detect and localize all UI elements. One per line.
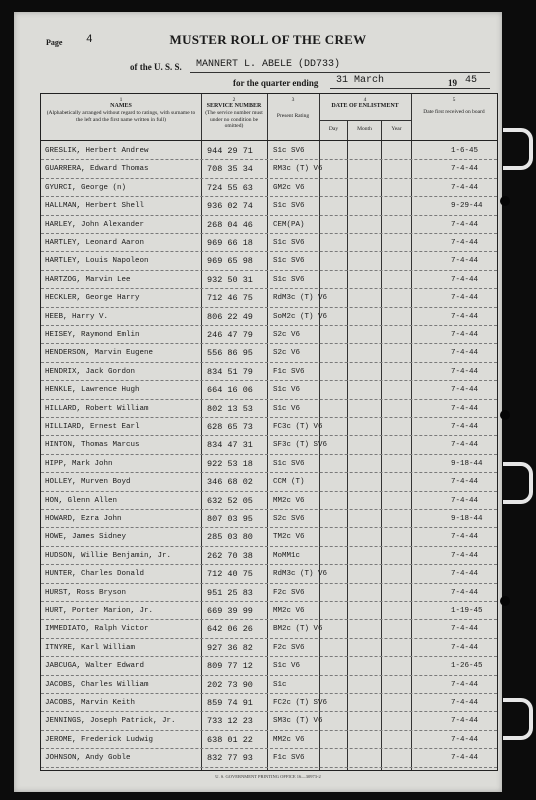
- service-number: 802 13 53: [207, 403, 253, 414]
- date-received: 7-4-44: [451, 257, 479, 266]
- service-number: 346 68 02: [207, 477, 253, 488]
- crew-name: JACOBS, Marvin Keith: [45, 699, 136, 707]
- crew-name: HENDRIX, Jack Gordon: [45, 367, 136, 376]
- table-row: [41, 638, 497, 657]
- crew-name: JENNINGS, Joseph Patrick, Jr.: [45, 717, 176, 726]
- crew-name: HARTZOG, Marvin Lee: [45, 275, 131, 284]
- service-number: 733 12 23: [207, 716, 253, 727]
- present-rating: TM2c V6: [273, 533, 305, 542]
- table-row: [41, 233, 497, 252]
- crew-name: HOWE, James Sidney: [45, 533, 127, 542]
- table-row: [41, 380, 497, 399]
- present-rating: S1c V6: [273, 662, 301, 671]
- service-number: 832 77 93: [207, 753, 253, 764]
- date-received: 7-4-44: [451, 423, 479, 431]
- date-received: 7-4-44: [451, 588, 479, 597]
- table-row: [41, 527, 497, 546]
- crew-name: GYURCI, George (n): [45, 183, 127, 192]
- table-row: [41, 141, 497, 160]
- date-received: 7-4-44: [451, 165, 479, 174]
- present-rating: S2c V6: [273, 349, 301, 358]
- table-row: [41, 601, 497, 620]
- service-number: 669 39 99: [207, 606, 253, 616]
- service-number: 859 74 91: [207, 698, 253, 708]
- table-row: [41, 399, 497, 418]
- present-rating: BM2c (T) V6: [273, 625, 323, 634]
- crew-name: HURT, Porter Marion, Jr.: [45, 607, 154, 615]
- table-row: [41, 748, 497, 767]
- present-rating: S1c V6: [273, 386, 301, 395]
- table-row: [41, 215, 497, 234]
- present-rating: MM2c V6: [273, 496, 305, 505]
- service-number: 807 03 95: [207, 514, 253, 524]
- date-received: 7-4-44: [451, 735, 479, 744]
- punch-hole: [500, 196, 510, 206]
- enlistment-day-header: Day: [328, 126, 339, 132]
- date-received: 7-4-44: [451, 367, 479, 376]
- table-row: [41, 159, 497, 178]
- date-received: 1-26-45: [451, 662, 483, 671]
- service-number: 834 51 79: [207, 366, 253, 377]
- date-received: 7-4-44: [451, 294, 479, 303]
- present-rating: F1c SV6: [273, 367, 305, 376]
- service-number: 642 06 26: [207, 624, 253, 635]
- service-number: 632 52 05: [207, 495, 253, 506]
- date-received: 7-4-44: [451, 239, 479, 247]
- present-rating: S1c V6: [273, 404, 301, 413]
- service-number: 556 86 95: [207, 348, 253, 359]
- date-received: 7-4-44: [451, 680, 479, 689]
- date-received: 7-4-44: [451, 220, 479, 229]
- enlistment-header: 4 DATE OF ENLISTMENT: [331, 97, 399, 110]
- present-rating: SoM2c (T) V6: [273, 312, 328, 321]
- date-received: 7-4-44: [451, 312, 479, 321]
- crew-name: HARLEY, John Alexander: [45, 220, 145, 229]
- service-number: 951 25 83: [207, 587, 253, 598]
- service-number: 969 65 98: [207, 256, 253, 267]
- printer-footer: U. S. GOVERNMENT PRINTING OFFICE 16—30973-2: [215, 774, 321, 779]
- crew-name: JACOBS, Charles William: [45, 680, 149, 689]
- present-rating: S2c V6: [273, 331, 301, 339]
- table-row: [41, 472, 497, 491]
- crew-name: HALLMAN, Herbert Shell: [45, 202, 145, 211]
- present-rating: F1c SV6: [273, 754, 305, 763]
- service-number: 834 47 31: [207, 440, 253, 451]
- date-received: 9-18-44: [451, 459, 483, 468]
- crew-name: IMMEDIATO, Ralph Victor: [45, 625, 149, 634]
- crew-name: GUARRERA, Edward Thomas: [45, 165, 149, 174]
- date-received: 7-4-44: [451, 551, 479, 560]
- service-number: 936 02 74: [207, 201, 253, 212]
- quarter-prefix: for the quarter ending: [233, 78, 319, 88]
- table-row: [41, 196, 497, 215]
- present-rating: MoMM1c: [273, 551, 301, 560]
- rating-header: 3 Present Rating: [276, 97, 310, 120]
- service-number: 712 46 75: [207, 293, 253, 304]
- table-row: [41, 693, 497, 712]
- table-row: [41, 564, 497, 583]
- crew-name: HENKLE, Lawrence Hugh: [45, 386, 140, 395]
- binder-clip: [503, 462, 533, 504]
- table-row: [41, 730, 497, 749]
- service-number: 638 01 22: [207, 734, 253, 745]
- date-received: 7-4-44: [451, 570, 479, 579]
- binder-clip: [503, 698, 533, 740]
- service-number: 268 04 46: [207, 219, 253, 230]
- crew-name: HON, Glenn Allen: [45, 496, 118, 505]
- service-number: 285 03 80: [207, 532, 253, 543]
- table-row: [41, 325, 497, 344]
- crew-name: HOLLEY, Murven Boyd: [45, 478, 131, 487]
- present-rating: S2c SV6: [273, 515, 305, 523]
- document-title: MUSTER ROLL OF THE CREW: [169, 32, 367, 47]
- table-row: [41, 656, 497, 675]
- date-received: 1-19-45: [451, 607, 483, 615]
- date-received: 7-4-44: [451, 625, 479, 634]
- ship-prefix: of the U. S. S.: [130, 62, 182, 72]
- date-received: 7-4-44: [451, 441, 479, 450]
- table-row: [41, 307, 497, 326]
- enlistment-month-header: Month: [357, 126, 372, 132]
- table-row: [41, 509, 497, 528]
- service-number: 246 47 79: [207, 330, 253, 340]
- date-received: 7-4-44: [451, 183, 479, 192]
- received-header: 5 Date first received on board: [423, 97, 485, 116]
- present-rating: F2c SV6: [273, 588, 305, 597]
- enlistment-year-header: Year: [391, 126, 402, 132]
- crew-name: HOWARD, Ezra John: [45, 515, 122, 523]
- crew-name: HARTLEY, Louis Napoleon: [45, 257, 149, 266]
- crew-name: HEISEY, Raymond Emlin: [45, 331, 140, 339]
- crew-name: HINTON, Thomas Marcus: [45, 441, 140, 450]
- table-row: [41, 288, 497, 307]
- punch-hole: [500, 596, 510, 606]
- table-row: [41, 362, 497, 381]
- crew-name: HURST, Ross Bryson: [45, 588, 127, 597]
- present-rating: S1c SV6: [273, 275, 305, 284]
- present-rating: MM2c V6: [273, 735, 305, 744]
- date-received: 7-4-44: [451, 754, 479, 763]
- crew-name: HIPP, Mark John: [45, 459, 113, 468]
- table-row: [41, 417, 497, 436]
- crew-name: GRESLIK, Herbert Andrew: [45, 147, 149, 155]
- punch-hole: [500, 410, 510, 420]
- crew-name: JOHNSON, Andy Goble: [45, 754, 131, 763]
- page-number: 4: [86, 34, 93, 46]
- crew-name: HARTLEY, Leonard Aaron: [45, 239, 145, 247]
- service-number: 969 66 18: [207, 238, 253, 248]
- table-row: [41, 178, 497, 197]
- service-number-header: 2 SERVICE NUMBER (The service number must under no condition be omitted): [205, 97, 263, 129]
- table-row: [41, 583, 497, 602]
- crew-name: HECKLER, George Harry: [45, 294, 140, 303]
- service-number: 932 50 31: [207, 274, 253, 285]
- present-rating: SM3c (T) V6: [273, 717, 323, 726]
- table-row: [41, 270, 497, 289]
- service-number: 262 70 38: [207, 550, 253, 561]
- quarter-date: 31 March: [336, 75, 385, 86]
- present-rating: GM2c V6: [273, 183, 305, 192]
- crew-name: HENDERSON, Marvin Eugene: [45, 349, 154, 358]
- present-rating: MM2c V6: [273, 607, 305, 615]
- present-rating: FC2c (T) SV6: [273, 699, 328, 707]
- present-rating: RdM3c (T) V6: [273, 570, 328, 579]
- binder-clip: [503, 128, 533, 170]
- crew-name: HILLARD, Robert William: [45, 404, 149, 413]
- date-received: 9-18-44: [451, 515, 483, 523]
- table-row: [41, 343, 497, 362]
- present-rating: S1c SV6: [273, 257, 305, 266]
- ship-underline: [190, 72, 490, 73]
- date-received: 9-29-44: [451, 202, 483, 211]
- crew-name: HUNTER, Charles Donald: [45, 570, 145, 579]
- date-received: 7-4-44: [451, 533, 479, 542]
- table-row: [41, 675, 497, 694]
- service-number: 922 53 18: [207, 458, 253, 469]
- date-received: 7-4-44: [451, 699, 479, 707]
- table-row: [41, 454, 497, 473]
- crew-name: HEEB, Harry V.: [45, 312, 109, 321]
- service-number: 806 22 49: [207, 311, 253, 322]
- present-rating: CEM(PA): [273, 220, 305, 229]
- present-rating: RdM3c (T) V6: [273, 294, 328, 303]
- date-received: 7-4-44: [451, 717, 479, 726]
- service-number: 712 40 75: [207, 569, 253, 580]
- date-received: 7-4-44: [451, 349, 479, 358]
- date-received: 7-4-44: [451, 478, 479, 487]
- year-prefix: 19: [448, 78, 457, 88]
- service-number: 927 36 82: [207, 642, 253, 653]
- crew-name: HUDSON, Willie Benjamin, Jr.: [45, 551, 172, 560]
- present-rating: F2c SV6: [273, 643, 305, 652]
- date-received: 7-4-44: [451, 386, 479, 395]
- present-rating: S1c SV6: [273, 459, 305, 468]
- date-received: 7-4-44: [451, 496, 479, 505]
- service-number: 664 16 06: [207, 385, 253, 396]
- date-received: 7-4-44: [451, 331, 479, 339]
- table-row: [41, 711, 497, 730]
- present-rating: S1c SV6: [273, 202, 305, 211]
- names-header: 1 NAMES (Alphabetically arranged without regard to ratings, with surname to the left and the first name written in full): [46, 97, 196, 123]
- present-rating: CCM (T): [273, 478, 305, 487]
- table-row: [41, 251, 497, 270]
- crew-name: HILLIARD, Ernest Earl: [45, 423, 140, 431]
- present-rating: SF3c (T) SV6: [273, 441, 328, 450]
- table-row: [41, 619, 497, 638]
- table-row: [41, 546, 497, 565]
- crew-name: JABCUGA, Walter Edward: [45, 662, 145, 671]
- page-label: Page: [46, 38, 63, 47]
- date-received: 1-6-45: [451, 147, 479, 155]
- service-number: 202 73 90: [207, 679, 253, 690]
- roster-table: [40, 93, 498, 771]
- table-row: [41, 435, 497, 454]
- date-received: 7-4-44: [451, 275, 479, 284]
- service-number: 809 77 12: [207, 661, 253, 672]
- present-rating: S1c SV6: [273, 239, 305, 247]
- present-rating: S1c: [273, 680, 287, 689]
- crew-name: ITNYRE, Karl William: [45, 643, 136, 652]
- present-rating: RM3c (T) V6: [273, 165, 323, 174]
- service-number: 708 35 34: [207, 164, 253, 175]
- quarter-underline: [330, 88, 490, 89]
- present-rating: FC3c (T) V6: [273, 423, 323, 431]
- service-number: 944 29 71: [207, 146, 253, 156]
- table-row: [41, 491, 497, 510]
- enlistment-subrule: [319, 120, 411, 121]
- date-received: 7-4-44: [451, 404, 479, 413]
- year-suffix: 45: [465, 75, 478, 86]
- crew-name: JEROME, Frederick Ludwig: [45, 735, 154, 744]
- service-number: 628 65 73: [207, 422, 253, 432]
- ship-name: MANNERT L. ABELE (DD733): [196, 59, 341, 70]
- present-rating: S1c SV6: [273, 147, 305, 155]
- service-number: 724 55 63: [207, 182, 253, 193]
- date-received: 7-4-44: [451, 643, 479, 652]
